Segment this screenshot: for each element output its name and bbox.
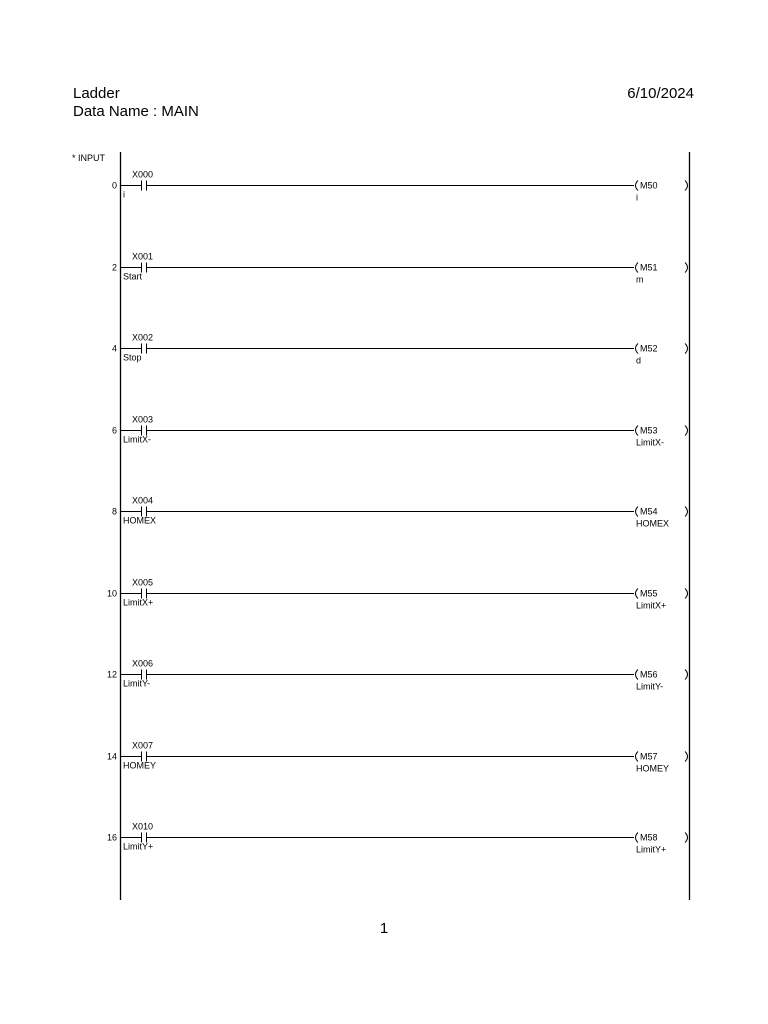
- coil-left-bracket: [636, 426, 639, 436]
- contact-device-label: X000: [132, 169, 154, 180]
- contact-device-label: X001: [132, 251, 154, 262]
- coil-right-bracket: [685, 507, 688, 517]
- contact-comment: LimitX-: [123, 434, 152, 445]
- rung-step-number: 14: [106, 751, 117, 762]
- coil-comment: LimitY-: [636, 681, 664, 692]
- coil-device-label: M56: [640, 669, 658, 680]
- coil-left-bracket: [636, 263, 639, 273]
- coil-device-label: M55: [640, 588, 658, 599]
- coil-device-label: M58: [640, 832, 658, 843]
- coil-device-label: M51: [640, 262, 658, 273]
- contact-device-label: X002: [132, 332, 154, 343]
- coil-right-bracket: [685, 752, 688, 762]
- coil-comment: d: [636, 355, 642, 366]
- coil-comment: m: [636, 274, 644, 285]
- section-comment: * INPUT: [72, 153, 106, 163]
- contact-comment: i: [123, 189, 125, 200]
- contact-device-label: X004: [132, 495, 154, 506]
- rung-step-number: 8: [111, 506, 117, 517]
- coil-left-bracket: [636, 181, 639, 191]
- rung-step-number: 12: [106, 669, 117, 680]
- contact-comment: Stop: [123, 352, 142, 363]
- coil-right-bracket: [685, 181, 688, 191]
- contact-comment: LimitY+: [123, 841, 154, 852]
- rung-step-number: 4: [111, 343, 117, 354]
- rung-step-number: 16: [106, 832, 117, 843]
- coil-device-label: M50: [640, 180, 658, 191]
- coil-right-bracket: [685, 263, 688, 273]
- coil-device-label: M52: [640, 343, 658, 354]
- coil-device-label: M53: [640, 425, 658, 436]
- contact-device-label: X005: [132, 577, 154, 588]
- coil-right-bracket: [685, 589, 688, 599]
- contact-device-label: X007: [132, 740, 154, 751]
- contact-device-label: X010: [132, 821, 154, 832]
- coil-left-bracket: [636, 833, 639, 843]
- rung-step-number: 2: [111, 262, 117, 273]
- coil-left-bracket: [636, 344, 639, 354]
- rung-step-number: 6: [111, 425, 117, 436]
- coil-left-bracket: [636, 589, 639, 599]
- data-name-label: Data Name : MAIN: [73, 103, 199, 120]
- coil-comment: LimitX+: [636, 600, 667, 611]
- coil-comment: HOMEY: [636, 763, 670, 774]
- contact-device-label: X003: [132, 414, 154, 425]
- coil-right-bracket: [685, 344, 688, 354]
- contact-comment: LimitX+: [123, 597, 154, 608]
- coil-device-label: M54: [640, 506, 658, 517]
- coil-right-bracket: [685, 670, 688, 680]
- coil-left-bracket: [636, 507, 639, 517]
- print-date: 6/10/2024: [627, 85, 694, 102]
- coil-comment: LimitX-: [636, 437, 665, 448]
- coil-comment: HOMEX: [636, 518, 670, 529]
- contact-comment: HOMEX: [123, 515, 157, 526]
- coil-left-bracket: [636, 670, 639, 680]
- document-title: Ladder: [73, 85, 120, 102]
- coil-right-bracket: [685, 833, 688, 843]
- rung-step-number: 10: [106, 588, 117, 599]
- contact-comment: LimitY-: [123, 678, 151, 689]
- coil-device-label: M57: [640, 751, 658, 762]
- coil-comment: i: [636, 192, 638, 203]
- coil-right-bracket: [685, 426, 688, 436]
- contact-device-label: X006: [132, 658, 154, 669]
- rung-step-number: 0: [111, 180, 117, 191]
- coil-left-bracket: [636, 752, 639, 762]
- coil-comment: LimitY+: [636, 844, 667, 855]
- page-number: 1: [379, 920, 389, 937]
- contact-comment: HOMEY: [123, 760, 157, 771]
- contact-comment: Start: [123, 271, 143, 282]
